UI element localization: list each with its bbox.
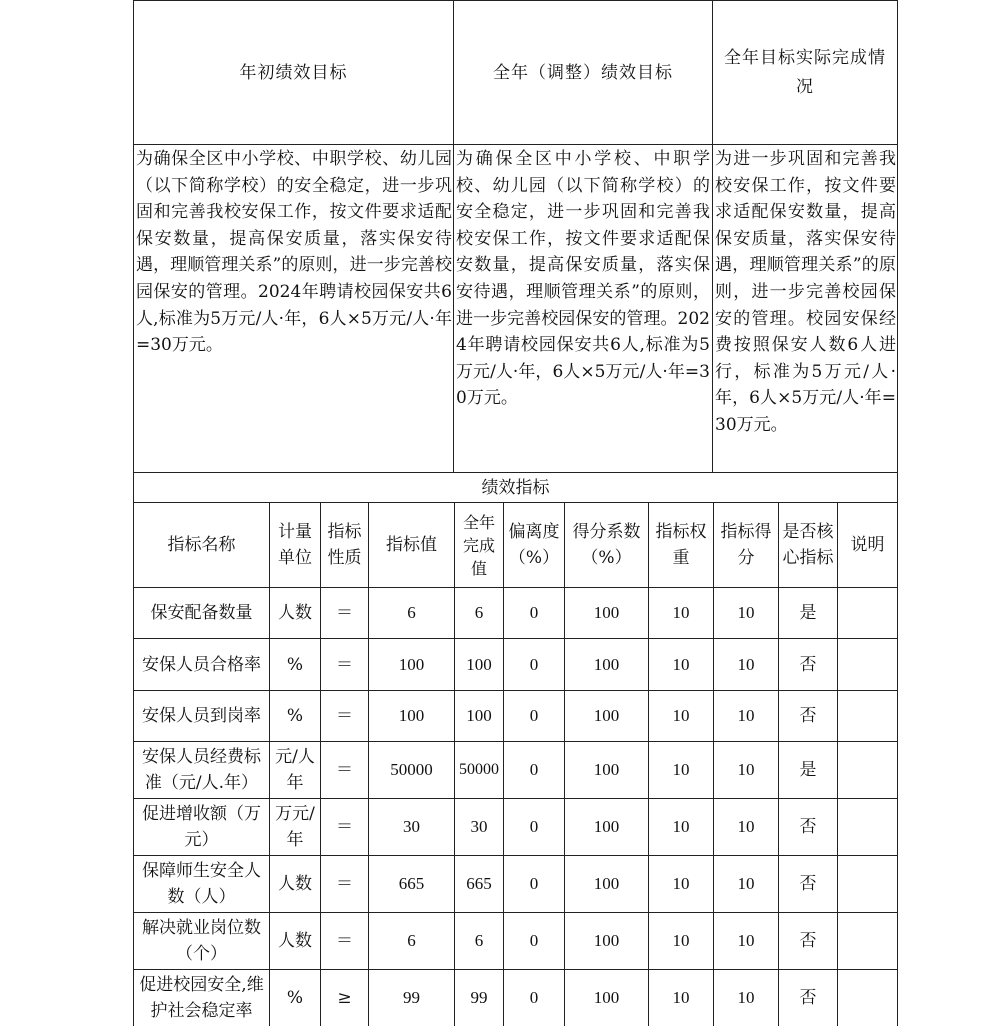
description-initial: 为确保全区中小学校、中职学校、幼儿园（以下简称学校）的安全稳定，进一步巩固和完善我校安保工作，按文件要求适配保安数量，提高保安质量，落实保安待遇，理顺管理关系”的原则，进一步完善校园保安的管理。2024年聘请校园保安共6人,标准为5万元/人·年，6人×5万元/人·年=30万元。	[136, 149, 452, 356]
col-header-coefficient: 得分系数（%）	[572, 522, 641, 568]
col-header-weight: 指标权重	[655, 522, 707, 568]
cell-weight: 10	[672, 603, 690, 622]
col-header-actual: 全年完成值	[462, 512, 495, 578]
cell-actual: 6	[474, 931, 484, 950]
cell-indicator-name: 安保人员经费标准（元/人.年）	[142, 747, 261, 793]
cell-score: 10	[737, 817, 755, 836]
cell-indicator-name: 保安配备数量	[150, 603, 253, 623]
cell-deviation: 0	[529, 931, 539, 950]
cell-actual: 665	[466, 874, 492, 893]
cell-indicator-name: 安保人员到岗率	[142, 706, 261, 726]
header-actual-completion: 全年目标实际完成情况	[724, 47, 886, 97]
cell-actual: 30	[470, 817, 488, 836]
cell-weight: 10	[672, 988, 690, 1007]
col-header-is-core: 是否核心指标	[782, 522, 834, 568]
cell-nature: ＝	[336, 931, 353, 951]
cell-score: 10	[737, 654, 755, 674]
cell-unit: 人数	[278, 874, 312, 894]
cell-is-core: 是	[799, 603, 817, 623]
cell-target: 6	[407, 931, 416, 950]
cell-score: 10	[737, 760, 755, 779]
table-border-right	[897, 0, 898, 1026]
col-header-unit: 计量单位	[278, 522, 312, 568]
cell-actual: 100	[466, 654, 492, 674]
description-actual: 为进一步巩固和完善我校安保工作，按文件要求适配保安数量，提高保安质量，落实保安待遇，理顺管理关系”的原则，进一步完善校园保安的管理。校园安保经费按照保安人数6人进行，标准为5万元/人·年，6人×5万元/人·年=30万元。	[715, 149, 896, 435]
cell-target: 100	[398, 654, 425, 674]
cell-indicator-name: 促进校园安全,维护社会稳定率	[139, 975, 264, 1021]
cell-weight: 10	[672, 654, 690, 674]
cell-note	[838, 856, 897, 912]
cell-score: 10	[737, 931, 755, 950]
description-adjusted: 为确保全区中小学校、中职学校、幼儿园（以下简称学校）的安全稳定，进一步巩固和完善我校安保工作，按文件要求适配保安数量，提高保安质量，落实保安待遇，理顺管理关系”的原则，进一步完善校园保安的管理。2024年聘请校园保安共6人,标准为5万元/人·年，6人×5万元/人·年=30万元。	[456, 149, 710, 409]
cell-weight: 10	[672, 874, 690, 893]
cell-actual: 100	[466, 706, 492, 725]
col-header-indicator-name: 指标名称	[167, 535, 236, 555]
cell-coefficient: 100	[593, 874, 620, 893]
cell-nature: ＝	[336, 706, 353, 726]
cell-note	[838, 639, 897, 690]
cell-is-core: 否	[799, 817, 817, 837]
cell-deviation: 0	[529, 817, 539, 836]
cell-target: 30	[403, 817, 420, 836]
cell-actual: 6	[474, 603, 484, 622]
cell-is-core: 是	[799, 760, 817, 780]
cell-target: 50000	[390, 760, 433, 779]
col-header-nature: 指标性质	[327, 522, 362, 568]
cell-target: 99	[403, 988, 420, 1007]
cell-nature: ＝	[336, 654, 353, 675]
cell-indicator-name: 安保人员合格率	[142, 654, 261, 675]
cell-target: 665	[398, 874, 425, 893]
cell-weight: 10	[672, 931, 690, 950]
cell-note	[838, 799, 897, 855]
cell-score: 10	[737, 603, 755, 622]
cell-is-core: 否	[799, 706, 817, 726]
cell-nature: ＝	[336, 817, 353, 837]
cell-weight: 10	[672, 706, 690, 725]
cell-weight: 10	[672, 817, 690, 836]
cell-coefficient: 100	[593, 603, 620, 622]
cell-deviation: 0	[529, 603, 539, 622]
cell-coefficient: 100	[593, 988, 620, 1007]
cell-is-core: 否	[799, 874, 817, 894]
cell-unit: %	[286, 654, 304, 675]
cell-coefficient: 100	[593, 706, 620, 725]
cell-unit: %	[286, 988, 304, 1008]
cell-score: 10	[737, 706, 755, 725]
section-title-performance-indicators: 绩效指标	[481, 477, 550, 498]
cell-target: 6	[407, 603, 416, 622]
cell-note	[838, 742, 897, 798]
cell-note	[838, 970, 897, 1026]
cell-score: 10	[737, 874, 755, 893]
cell-note	[838, 588, 897, 638]
cell-indicator-name: 解决就业岗位数（个）	[142, 918, 261, 964]
cell-note	[838, 691, 897, 741]
col-header-note: 说明	[850, 535, 885, 555]
cell-target: 100	[398, 706, 425, 725]
cell-indicator-name: 保障师生安全人数（人）	[142, 861, 261, 907]
col-header-target: 指标值	[386, 535, 437, 555]
cell-actual: 50000	[459, 761, 499, 778]
header-initial-goal: 年初绩效目标	[239, 62, 348, 83]
cell-nature: ＝	[336, 874, 353, 894]
cell-nature: ＝	[336, 760, 353, 780]
cell-coefficient: 100	[593, 931, 620, 950]
cell-unit: 万元/年	[275, 804, 315, 850]
cell-is-core: 否	[799, 988, 817, 1008]
cell-coefficient: 100	[593, 760, 620, 779]
cell-unit: 人数	[278, 603, 312, 623]
cell-actual: 99	[470, 988, 488, 1007]
cell-deviation: 0	[529, 874, 539, 893]
cell-score: 10	[737, 988, 755, 1007]
cell-deviation: 0	[529, 988, 539, 1007]
col-header-deviation: 偏离度（%）	[508, 522, 560, 568]
cell-indicator-name: 促进增收额（万元）	[142, 804, 261, 850]
divider-header	[133, 144, 898, 145]
cell-coefficient: 100	[593, 654, 620, 674]
cell-unit: 人数	[278, 931, 312, 951]
col-header-score: 指标得分	[720, 522, 772, 568]
cell-is-core: 否	[799, 654, 817, 675]
header-adjusted-goal: 全年（调整）绩效目标	[493, 62, 673, 83]
cell-deviation: 0	[529, 654, 539, 674]
cell-note	[838, 913, 897, 969]
cell-coefficient: 100	[593, 817, 620, 836]
cell-deviation: 0	[529, 760, 539, 779]
cell-nature: ≥	[337, 988, 352, 1008]
cell-is-core: 否	[799, 931, 817, 951]
cell-unit: %	[286, 706, 304, 726]
cell-deviation: 0	[529, 706, 539, 725]
cell-weight: 10	[672, 760, 690, 779]
cell-nature: ＝	[336, 603, 353, 623]
cell-unit: 元/人年	[275, 747, 315, 793]
